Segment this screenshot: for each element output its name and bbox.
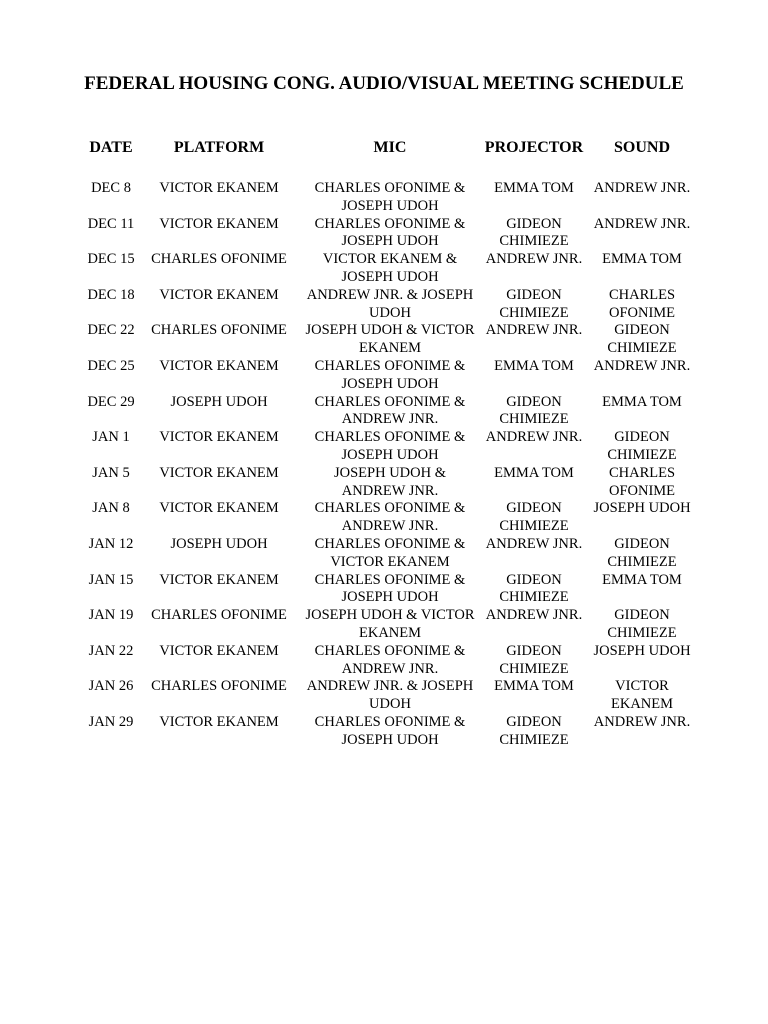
projector-cell: GIDEON CHIMIEZE [499, 215, 569, 250]
projector-cell: GIDEON CHIMIEZE [499, 393, 569, 428]
date-cell: JAN 22 [88, 642, 134, 659]
mic-cell: JOSEPH UDOH & VICTOR EKANEM [305, 322, 475, 357]
platform-cell: VICTOR EKANEM [159, 286, 279, 303]
table-row [84, 251, 696, 287]
projector-cell: EMMA TOM [494, 464, 574, 481]
schedule-table [84, 136, 696, 750]
date-cell: JAN 26 [88, 678, 134, 695]
sound-cell: JOSEPH UDOH [593, 642, 691, 659]
column-header-sound: SOUND [613, 139, 670, 156]
platform-cell: VICTOR EKANEM [159, 642, 279, 659]
projector-cell: ANDREW JNR. [485, 607, 583, 624]
mic-cell: ANDREW JNR. & JOSEPH UDOH [306, 678, 474, 713]
date-cell: JAN 12 [88, 535, 134, 552]
platform-cell: VICTOR EKANEM [159, 464, 279, 481]
projector-cell: GIDEON CHIMIEZE [499, 571, 569, 606]
platform-cell: VICTOR EKANEM [159, 357, 279, 374]
table-row [84, 216, 696, 252]
sound-cell: CHARLES OFONIME [608, 464, 676, 499]
mic-cell: CHARLES OFONIME & JOSEPH UDOH [314, 713, 466, 748]
sound-cell: ANDREW JNR. [593, 215, 691, 232]
date-cell: DEC 18 [87, 286, 135, 303]
table-row [84, 180, 696, 216]
date-cell: DEC 29 [87, 393, 135, 410]
column-header-date: DATE [89, 139, 133, 156]
mic-cell: CHARLES OFONIME & JOSEPH UDOH [314, 357, 466, 392]
projector-cell: EMMA TOM [494, 678, 574, 695]
sound-cell: GIDEON CHIMIEZE [607, 322, 677, 357]
header-row [84, 136, 696, 180]
date-cell: JAN 29 [88, 713, 134, 730]
sound-cell: ANDREW JNR. [593, 713, 691, 730]
platform-cell: CHARLES OFONIME [151, 607, 287, 624]
date-cell: DEC 8 [91, 180, 131, 196]
table-row [84, 500, 696, 536]
sound-cell: JOSEPH UDOH [593, 500, 691, 517]
mic-cell: CHARLES OFONIME & JOSEPH UDOH [314, 215, 466, 250]
projector-cell: GIDEON CHIMIEZE [499, 713, 569, 748]
projector-cell: EMMA TOM [494, 357, 574, 374]
sound-cell: EMMA TOM [602, 571, 682, 588]
mic-cell: CHARLES OFONIME & VICTOR EKANEM [314, 535, 466, 570]
platform-cell: CHARLES OFONIME [151, 678, 287, 695]
date-cell: JAN 1 [92, 429, 130, 446]
schedule-body [84, 180, 696, 750]
platform-cell: VICTOR EKANEM [159, 429, 279, 446]
mic-cell: ANDREW JNR. & JOSEPH UDOH [306, 286, 474, 321]
platform-cell: JOSEPH UDOH [170, 393, 268, 410]
mic-cell: JOSEPH UDOH & ANDREW JNR. [334, 464, 446, 499]
projector-cell: EMMA TOM [494, 180, 574, 196]
sound-cell: GIDEON CHIMIEZE [607, 429, 677, 463]
table-row [84, 465, 696, 501]
table-row [84, 429, 696, 465]
sound-cell: VICTOR EKANEM [610, 678, 674, 713]
table-row [84, 714, 696, 750]
mic-cell: VICTOR EKANEM & JOSEPH UDOH [322, 251, 458, 285]
platform-cell: VICTOR EKANEM [159, 713, 279, 730]
date-cell: DEC 15 [87, 251, 135, 268]
column-header-platform: PLATFORM [173, 139, 265, 156]
mic-cell: JOSEPH UDOH & VICTOR EKANEM [305, 607, 475, 641]
platform-cell: CHARLES OFONIME [151, 322, 287, 339]
table-row [84, 572, 696, 608]
platform-cell: VICTOR EKANEM [159, 215, 279, 232]
mic-cell: CHARLES OFONIME & ANDREW JNR. [314, 393, 466, 428]
projector-cell: ANDREW JNR. [485, 429, 583, 446]
projector-cell: GIDEON CHIMIEZE [499, 642, 569, 677]
sound-cell: ANDREW JNR. [593, 180, 691, 196]
document-title: FEDERAL HOUSING CONG. AUDIO/VISUAL MEETING SCHEDULE [84, 73, 684, 94]
table-row [84, 322, 696, 358]
mic-cell: CHARLES OFONIME & JOSEPH UDOH [314, 571, 466, 606]
sound-cell: ANDREW JNR. [593, 357, 691, 374]
date-cell: JAN 15 [88, 571, 134, 588]
platform-cell: VICTOR EKANEM [159, 571, 279, 588]
sound-cell: GIDEON CHIMIEZE [607, 607, 677, 641]
date-cell: DEC 22 [87, 322, 135, 339]
sound-cell: EMMA TOM [602, 251, 682, 268]
mic-cell: CHARLES OFONIME & JOSEPH UDOH [314, 429, 466, 463]
platform-cell: VICTOR EKANEM [159, 180, 279, 196]
sound-cell: EMMA TOM [602, 393, 682, 410]
table-row [84, 643, 696, 679]
date-cell: JAN 8 [92, 500, 130, 517]
table-row [84, 287, 696, 323]
date-cell: DEC 11 [87, 215, 135, 232]
mic-cell: CHARLES OFONIME & ANDREW JNR. [314, 642, 466, 677]
date-cell: JAN 5 [92, 464, 130, 481]
platform-cell: JOSEPH UDOH [170, 535, 268, 552]
projector-cell: ANDREW JNR. [485, 535, 583, 552]
platform-cell: VICTOR EKANEM [159, 500, 279, 517]
sound-cell: GIDEON CHIMIEZE [607, 535, 677, 570]
column-header-mic: MIC [373, 139, 407, 156]
table-row [84, 358, 696, 394]
table-row [84, 536, 696, 572]
projector-cell: ANDREW JNR. [485, 251, 583, 268]
sound-cell: CHARLES OFONIME [608, 286, 676, 321]
mic-cell: CHARLES OFONIME & JOSEPH UDOH [314, 180, 466, 214]
projector-cell: GIDEON CHIMIEZE [499, 500, 569, 535]
column-header-projector: PROJECTOR [484, 139, 584, 156]
date-cell: DEC 25 [87, 357, 135, 374]
table-row [84, 607, 696, 643]
date-cell: JAN 19 [88, 607, 134, 624]
table-row [84, 678, 696, 714]
table-row [84, 394, 696, 430]
platform-cell: CHARLES OFONIME [151, 251, 287, 268]
projector-cell: GIDEON CHIMIEZE [499, 286, 569, 321]
projector-cell: ANDREW JNR. [485, 322, 583, 339]
mic-cell: CHARLES OFONIME & ANDREW JNR. [314, 500, 466, 535]
